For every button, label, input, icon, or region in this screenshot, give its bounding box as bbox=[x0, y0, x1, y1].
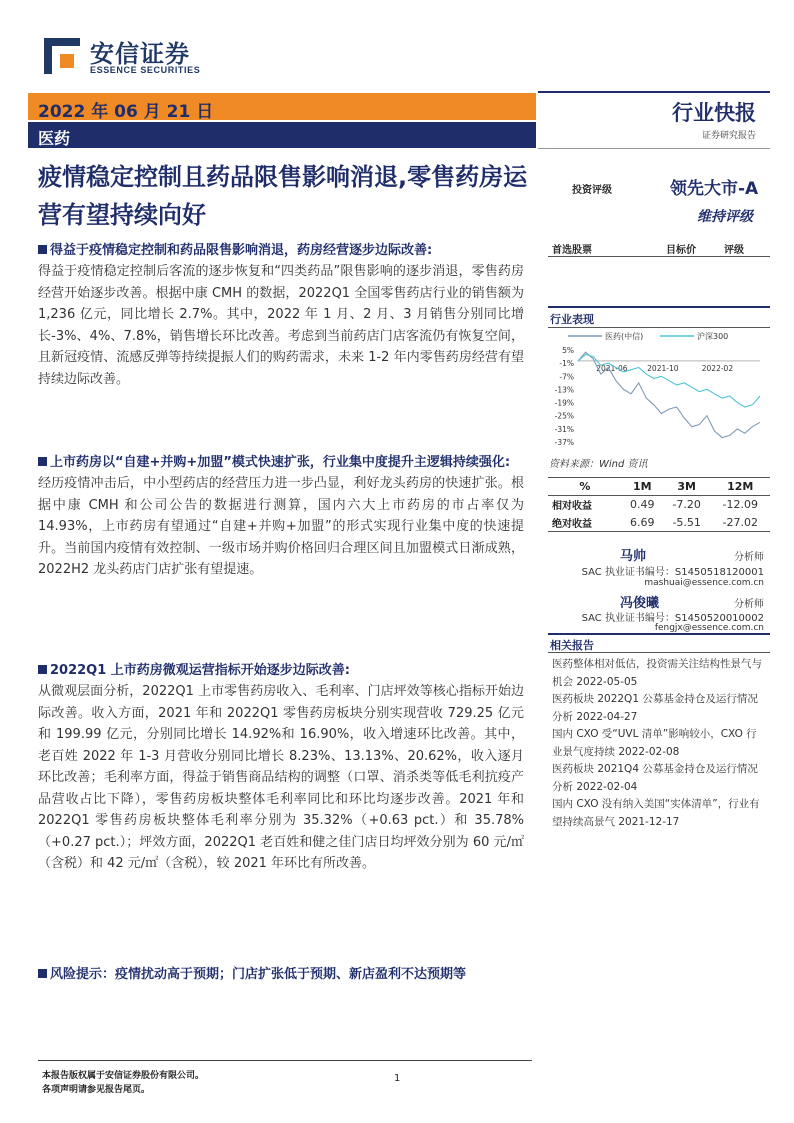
related-report-link[interactable]: 医药板块 2022Q1 公募基金持仓及运行情况分析 2022-04-27 bbox=[552, 693, 758, 723]
bullet-icon bbox=[38, 969, 47, 978]
page-number: 1 bbox=[394, 1073, 401, 1084]
section-2 bbox=[38, 452, 524, 581]
analyst-sac-number: SAC 执业证书编号：S1450520010002 bbox=[581, 613, 764, 624]
section-heading: 得益于疫情稳定控制和药品限售影响消退，药房经营逐步边际改善: bbox=[38, 240, 524, 261]
picks-col-target: 目标价 bbox=[666, 245, 696, 256]
analyst-email[interactable]: mashuai@essence.com.cn bbox=[644, 578, 764, 588]
legend-label: 沪深300 bbox=[697, 332, 729, 341]
table-header-row bbox=[548, 478, 770, 496]
divider bbox=[538, 91, 770, 93]
sector-label: 医药 bbox=[38, 129, 71, 148]
sector-band bbox=[28, 122, 536, 148]
divider bbox=[548, 256, 770, 257]
section-body: 得益于疫情稳定控制后客流的逐步恢复和“四类药品”限售影响的逐步消退，零售药房经营开始逐步改善。根据中康 CMH 的数据，2022Q1 全国零售药店行业的销售额为 1,236 亿元，同比增长 2.7%。其中，2022 年 1 月、2 月、3 月销售分别同比增长-3%、4%、7.8%，销售增长环比改善。考虑到当前药店门店客流仍有恢复空间，且新冠疫情、流感反弹等持续提振人们的购药需求，未来 1-2 年内零售药房经营有望持续边际改善。 bbox=[38, 264, 524, 387]
table-cell: -12.09 bbox=[722, 498, 758, 512]
x-tick-label: 2021-10 bbox=[647, 363, 679, 373]
x-tick-label: 2021-06 bbox=[596, 363, 628, 373]
divider bbox=[548, 306, 770, 308]
company-logo bbox=[42, 34, 222, 82]
performance-chart bbox=[548, 328, 770, 450]
table-cell: -5.51 bbox=[663, 514, 711, 532]
risk-section bbox=[38, 964, 524, 985]
y-tick-label: -7% bbox=[559, 372, 574, 382]
related-report-link[interactable]: 国内 CXO 没有纳入美国“实体清单”，行业有望持续高景气 2021-12-17 bbox=[552, 798, 760, 828]
y-tick-label: -1% bbox=[559, 359, 574, 369]
picks-col-rating: 评级 bbox=[724, 245, 744, 256]
y-tick-label: -31% bbox=[554, 424, 574, 434]
rating-value: 领先大市-A bbox=[670, 179, 759, 199]
section-body: 经历疫情冲击后，中小型药店的经营压力进一步凸显，利好龙头药房的快速扩张。根据中康 CMH 和公司公告的数据进行测算，国内六大上市药房的市占率仅为 14.93%，上市药房有望通过“自建+并购+加盟”的形式实现行业集中度的快速提升。当前国内疫情有效控制、一级市场并购价格回归合理区间且加盟模式日渐成熟，2022H2 龙头药店门店扩张有望提速。 bbox=[38, 476, 524, 577]
related-reports-list bbox=[552, 656, 766, 831]
table-header-cell: 1M bbox=[622, 478, 663, 496]
row-label: 绝对收益 bbox=[548, 514, 622, 532]
related-reports-title: 相关报告 bbox=[550, 639, 594, 652]
footer-disclaimer: 各项声明请参见报告尾页。 bbox=[42, 1085, 151, 1095]
rating-action: 维持评级 bbox=[697, 209, 753, 225]
table-cell: -27.02 bbox=[711, 514, 770, 532]
bullet-icon bbox=[38, 457, 47, 466]
picks-col-stock: 首选股票 bbox=[552, 245, 592, 256]
section-3 bbox=[38, 660, 524, 875]
analyst-sac-number: SAC 执业证书编号：S1450518120001 bbox=[581, 567, 764, 578]
section-heading: 上市药房以“自建+并购+加盟”模式快速扩张，行业集中度提升主逻辑持续强化: bbox=[38, 452, 524, 473]
y-tick-label: -13% bbox=[554, 385, 574, 395]
row-label: 相对收益 bbox=[552, 501, 592, 513]
legend-label: 医药(中信) bbox=[605, 332, 644, 341]
bullet-icon bbox=[38, 245, 47, 254]
table-header-cell: 12M bbox=[711, 478, 770, 496]
table-row bbox=[548, 514, 770, 532]
analyst-email[interactable]: fengjx@essence.com.cn bbox=[654, 623, 764, 633]
table-cell: 6.69 bbox=[622, 514, 663, 532]
related-report-link[interactable]: 国内 CXO 受“UVL 清单”影响较小，CXO 行业景气度持续 2022-02-08 bbox=[552, 728, 757, 758]
logo-mark-icon bbox=[42, 36, 82, 76]
divider bbox=[548, 633, 770, 635]
performance-table bbox=[548, 477, 770, 532]
risk-heading: 风险提示：疫情扰动高于预期；门店扩张低于预期、新店盈利不达预期等 bbox=[38, 964, 524, 985]
analyst-name: 冯俊曦 bbox=[620, 596, 660, 611]
y-tick-label: -37% bbox=[554, 438, 574, 447]
x-tick-label: 2022-02 bbox=[701, 363, 734, 373]
analyst-role: 分析师 bbox=[734, 552, 764, 563]
table-header-cell: % bbox=[548, 478, 622, 496]
footer-divider bbox=[38, 1060, 532, 1061]
divider bbox=[538, 148, 770, 149]
table-row bbox=[548, 496, 770, 514]
rating-label: 投资评级 bbox=[572, 185, 612, 196]
y-tick-label: -25% bbox=[554, 411, 574, 421]
logo-name-cn: 安信证券 bbox=[90, 40, 190, 68]
document-type: 行业快报 bbox=[672, 101, 756, 125]
bullet-icon bbox=[38, 665, 47, 674]
footer-copyright: 本报告版权属于安信证券股份有限公司。 bbox=[42, 1071, 205, 1081]
report-date: 2022 年 06 月 21 日 bbox=[38, 102, 214, 122]
document-subtype: 证券研究报告 bbox=[701, 131, 756, 141]
logo-name-en: ESSENCE SECURITIES bbox=[90, 65, 201, 75]
section-heading: 2022Q1 上市药房微观运营指标开始逐步边际改善: bbox=[38, 660, 524, 681]
section-1 bbox=[38, 240, 524, 390]
related-report-link[interactable]: 医药板块 2021Q4 公募基金持仓及运行情况分析 2022-02-04 bbox=[552, 763, 758, 793]
table-cell: -7.20 bbox=[672, 498, 701, 512]
divider bbox=[548, 652, 770, 653]
report-title: 疲情稳定控制且药品限售影响消退,零售药房运营有望持续向好 bbox=[38, 163, 528, 229]
y-tick-label: -19% bbox=[554, 398, 574, 408]
table-cell: 0.49 bbox=[630, 498, 655, 512]
series-line bbox=[578, 354, 760, 407]
chart-source: 资料来源：Wind 资讯 bbox=[549, 459, 648, 470]
y-tick-label: 5% bbox=[562, 346, 574, 355]
section-body: 从微观层面分析，2022Q1 上市零售药房收入、毛利率、门店坪效等核心指标开始边际改善。收入方面，2021 年和 2022Q1 零售药房板块分别实现营收 729.25 亿元和 199.99 亿元，分别同比增长 14.92%和 16.90%，收入增速环比改善。其中，老百姓 2022 年 1-3 月营收分别同比增长 8.23%、13.13%、20.62%，收入逐月环比改善；毛利率方面，得益于销售商品结构的调整（口罩、消杀类等低毛利抗疫产品营收占比下降），零售药房板块整体毛利率同比和环比均逐步改善。2021 年和 2022Q1 零售药房板块整体毛利率分别为 35.32%（+0.63 pct.）和 35.78%（+0.27 pct.）；坪效方面，2022Q1 老百姓和健之佳门店日均坪效分别为 60 元/㎡（含税）和 42 元/㎡（含税），较 2021 年环比有所改善。 bbox=[38, 684, 524, 871]
performance-title: 行业表现 bbox=[550, 313, 594, 326]
analyst-name: 马帅 bbox=[620, 549, 647, 564]
analyst-role: 分析师 bbox=[734, 599, 764, 610]
related-report-link[interactable]: 医药整体相对低估，投资需关注结构性景气与机会 2022-05-05 bbox=[552, 658, 762, 688]
table-header-cell: 3M bbox=[663, 478, 711, 496]
